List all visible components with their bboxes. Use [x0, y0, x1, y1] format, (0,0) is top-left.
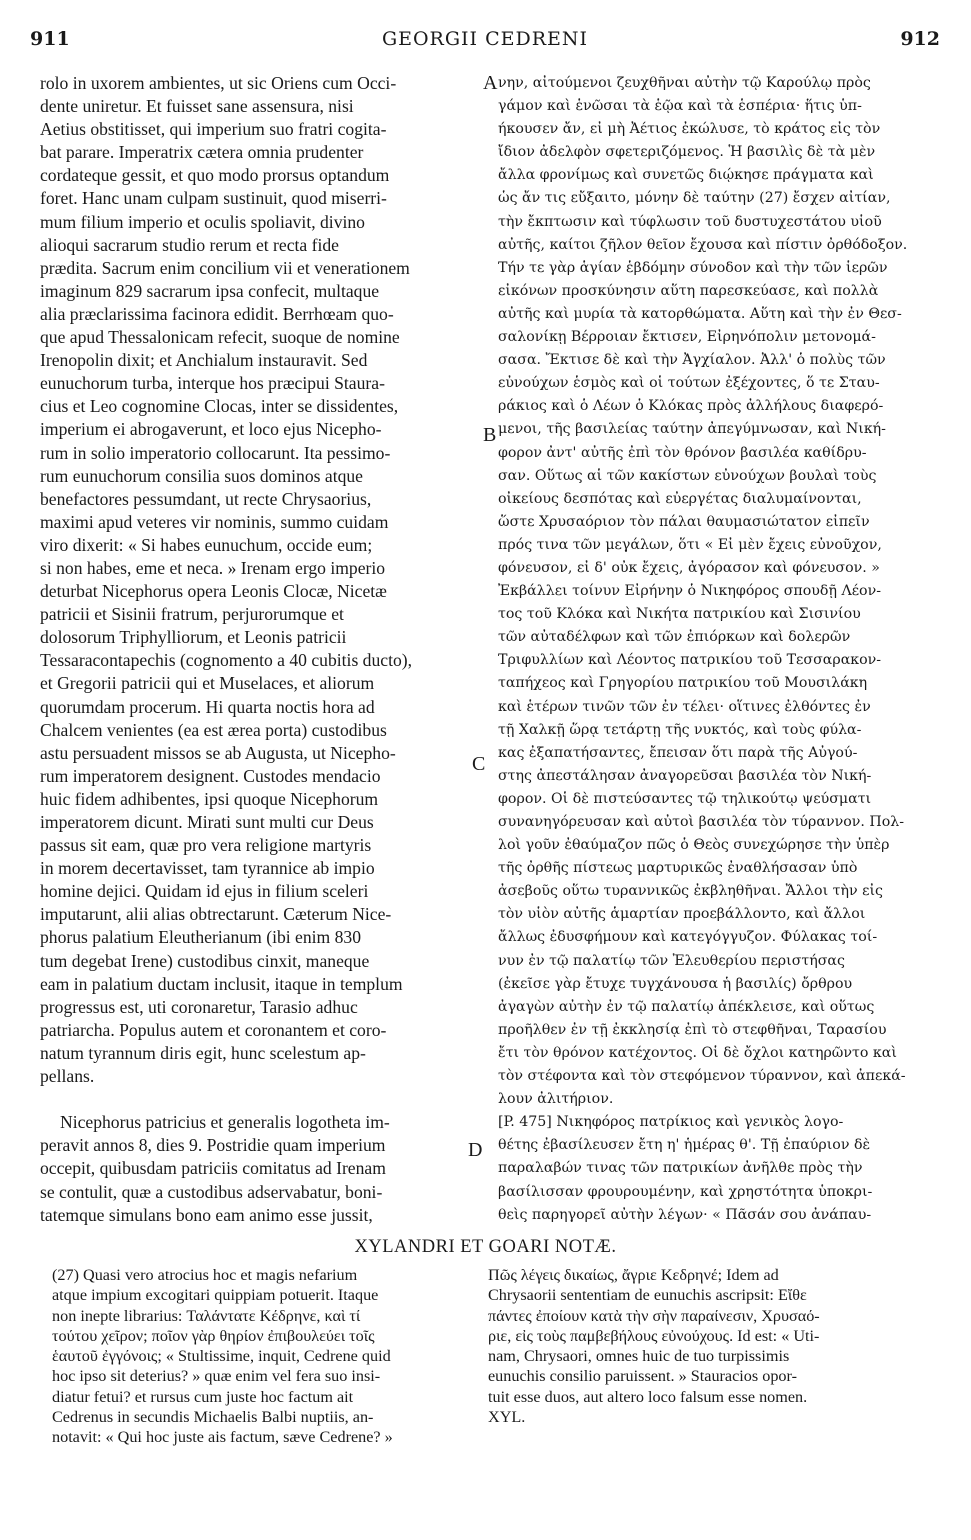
greek-line: ἄλλα φρονίμως καὶ συνετῶς διῴκησε πράγματα καὶ [498, 167, 874, 184]
greek-line: κας ἐξαπατήσαντες, ἔπεισαν ὅτι παρὰ τῆς Αὐγού- [498, 744, 858, 761]
greek-line: τος τοῦ Κλόκα καὶ Νικήτα πατρικίου καὶ Σισινίου [498, 606, 861, 623]
latin-line: patricii et Sisinii fratrum, perjurorumque et [40, 604, 344, 625]
note-line: non inepte librarius: Ταλάντατε Κέδρηνε, καὶ τί [52, 1306, 361, 1325]
greek-line: ἀσεβοῦς οὕτω τυραννικῶς ἐκβληθῆναι. Ἄλλοι τὴν εἰς [498, 883, 883, 900]
greek-line: νην, αἰτούμενοι ζευχθῆναι αὐτὴν τῷ Καρούλῳ πρὸς [498, 75, 871, 91]
latin-line: tatemque simulans bono eam animo esse jussit, [40, 1204, 373, 1225]
latin-line: rum eunuchorum consilia suos dominos atque [40, 465, 363, 486]
greek-line: αὐτῆς καὶ μυρία τὰ κατορθώματα. Αὕτη καὶ τὴν ἐν Θεσ- [498, 305, 902, 322]
greek-line: προῆλθεν ἐν τῇ ἐκκλησίᾳ ἐπὶ τὸ στεφθῆναι, Ταρασίου [498, 1021, 887, 1038]
greek-line: [P. 475] Νικηφόρος πατρίκιος καὶ γενικὸς λογο- [498, 1114, 844, 1131]
latin-line: pellans. [40, 1066, 95, 1087]
note-line: XYL. [488, 1408, 526, 1427]
greek-line: ὡς ἄν τις εὔξαιτο, μόνην δὲ ταύτην (27) ἔσχεν αἰτίαν, [498, 190, 891, 207]
latin-line: cordateque gessit, et quo modo prorsus optandum [40, 165, 390, 186]
latin-line: phorus palatium Eleutherianum (ibi enim 830 [40, 927, 362, 948]
latin-line: imaginum 829 sacrarum ipsa confecit, multaque [40, 280, 380, 301]
note-line: Cedrenus in secundis Michaelis Balbi nuptiis, an- [52, 1408, 374, 1427]
latin-line: rum in solio imperatorio collocarunt. Ita pessimo- [40, 442, 391, 463]
latin-line: cius et Leo cognomine Clocas, inter se dissidentes, [40, 396, 399, 417]
greek-line: τὸν υἱὸν αὐτῆς ἁμαρτίαν προεβάλλοντο, καὶ ἄλλοι [498, 906, 866, 923]
note-line: πάντες ἐποίουν κατὰ τὴν σὴν παραίνεσιν, Χρυσαό- [488, 1306, 820, 1325]
latin-line: tum degebat Irene) custodibus cinxit, maneque [40, 950, 370, 971]
greek-line: γάμον καὶ ἑνῶσαι τὰ ἑῷα καὶ τὰ ἑσπέρια· ἥτις ὑπ- [498, 98, 862, 115]
latin-line: peravit annos 8, dies 9. Postridie quam imperium [40, 1135, 386, 1156]
latin-line: alia præclarissima facinora edidit. Berrhœam quo- [40, 303, 394, 324]
greek-line: παραλαβών τινας τῶν πατρικίων ἀνῆλθε πρὸς τὴν [498, 1160, 863, 1177]
latin-line: progressus est, uti coronaretur, Tarasio adhuc [40, 996, 358, 1017]
greek-line: νυν ἐν τῷ παλατίῳ τῶν Ἐλευθερίου περιστήσας [498, 952, 845, 969]
greek-line: εὐνούχων ἑσμὸς καὶ οἱ τούτων ἐξέχοντες, ὅ τε Σταυ- [498, 375, 880, 392]
note-line: Πῶς λέγεις δικαίως, ἄγριε Κεδρηνέ; Idem ad [488, 1266, 779, 1284]
greek-line: αὐτῆς, καίτοι ζῆλον θεῖον ἔχουσα καὶ πίστιν ὀρθόδοξον. [498, 236, 908, 253]
greek-line: Τριφυλλίων καὶ Λέοντος πατρικίου τοῦ Τεσσαρακον- [498, 652, 882, 669]
greek-line: σασα. Ἔκτισε δὲ καὶ τὴν Ἀγχίαλον. Ἀλλ' ὁ πολὺς τῶν [498, 352, 886, 369]
note-line: diatur fetui? et rursus cum juste hoc factum ait [52, 1387, 354, 1406]
note-line: atque impium excogitari quippiam potuerit. Itaque [52, 1286, 379, 1305]
latin-line: maximi apud veteres vir nominis, summo cuidam [40, 511, 389, 532]
latin-line: eam in palatium ductam inclusit, itaque in templum [40, 973, 403, 994]
greek-line: τὸν στέφοντα καὶ τὸν στεφόμενον τύραννον, καὶ ἀπεκά- [498, 1068, 906, 1085]
latin-line: se contulit, quæ a custodibus adservabatur, boni- [40, 1181, 383, 1202]
greek-line: τὴν ἔκπτωσιν καὶ τύφλωσιν τοῦ δυστυχεστάτου υἱοῦ [498, 213, 882, 230]
margin-marker-c: C [472, 753, 486, 775]
latin-line: dente uniretur. Et fuisset sane assensura, nisi [40, 96, 354, 117]
latin-line: imputarunt, alii alias obtrectarunt. Cæterum Nice- [40, 904, 392, 925]
latin-line: Nicephorus patricius et generalis logotheta im- [60, 1112, 390, 1133]
greek-line: τῶν αὐταδέλφων καὶ τῶν ἐπιόρκων καὶ δολερῶν [498, 629, 851, 646]
latin-line: eunuchorum turba, interque hos præcipui Staura- [40, 373, 385, 394]
latin-line: et Gregorii patricii qui et Muselaces, et aliorum [40, 673, 375, 694]
notes-left-column [52, 1265, 472, 1448]
greek-line: ἔτι τὸν θρόνον κατέχοντος. Οἱ δὲ ὄχλοι κατηρῶντο καὶ [498, 1044, 897, 1061]
note-line: nam, Chrysaori, omnes huic de tuo turpissimis [488, 1347, 790, 1366]
latin-line: Chalcem venientes (ea est ærea porta) custodibus [40, 719, 387, 740]
greek-line: ταπήχεος καὶ Γρηγορίου πατρικίου τοῦ Μουσιλάκη [498, 675, 868, 692]
latin-line: Aetius obstitisset, qui imperium suo fratri cogita- [40, 119, 387, 140]
latin-line: patriarcha. Populus autem et coronantem et coro- [40, 1019, 387, 1040]
note-line: hoc ipso sit deterius? » quæ enim vel fera suo insi- [52, 1367, 381, 1386]
note-line: (27) Quasi vero atrocius hoc et magis nefarium [52, 1266, 358, 1284]
greek-line: σαν. Οὕτως αἱ τῶν κακίστων εὐνούχων βουλαὶ τοὺς [498, 467, 877, 484]
latin-line: que apud Thessalonicam refecit, suoque de nomine [40, 327, 400, 348]
greek-line: οἰκείους δεσπότας καὶ εὐεργέτας διαλυμαίνονται, [498, 490, 862, 507]
latin-line: natum tyrannum diris egit, hunc scelestum ap- [40, 1042, 366, 1063]
note-line: ριε, εἰς τοὺς παμβεβήλους εὐνούχους. Id est: « Uti- [488, 1326, 820, 1345]
greek-line: θεὶς παρηγορεῖ αὐτὴν λέγων· « Πᾶσάν σου ἀνάπαυ- [498, 1206, 872, 1223]
greek-line: τῆς ὀρθῆς πίστεως μαρτυρικῶς ἐναθλήσασαν ὑπὸ [498, 860, 858, 877]
margin-marker-a: A [483, 72, 498, 94]
latin-line: prædita. Sacrum enim concilium vii et venerationem [40, 257, 410, 278]
latin-line: huic fidem adhibentes, ipsi quoque Nicephorum [40, 788, 379, 809]
greek-line: ἴδιον ἀδελφὸν σφετεριζόμενος. Ἡ βασιλὶς δὲ τὰ μὲν [498, 144, 876, 161]
latin-line: homine dejici. Quidam id ejus in filium sceleri [40, 881, 369, 902]
latin-line: quorumdam procerum. Hi quarta noctis hora ad [40, 696, 375, 717]
greek-line: σαλονίκῃ Βέρροιαν ἔκτισεν, Εἰρηνόπολιν μετονομά- [498, 329, 876, 346]
note-line: notavit: « Qui hoc juste ais factum, sæve Cedrene? » [52, 1428, 393, 1447]
greek-line: θέτης ἐβασίλευσεν ἔτη η' ἡμέρας θ'. Τῇ ἐπαύριον δὲ [498, 1137, 871, 1154]
latin-line: deturbat Nicephorus opera Leonis Clocæ, Nicetæ [40, 581, 387, 602]
greek-line: ράκιος καὶ ὁ Λέων ὁ Κλόκας πρὸς ἀλλήλους διαφερό- [498, 398, 884, 415]
note-line: ἑαυτοῦ ἐγγόνοις; « Stultissime, inquit, Cedrene quid [52, 1347, 391, 1366]
latin-line [40, 1088, 470, 1111]
greek-line: Τήν τε γὰρ ἁγίαν ἑβδόμην σύνοδον καὶ τὴν τῶν ἱερῶν [498, 259, 888, 276]
greek-line: φόνευσον, εἰ δ' οὐκ ἔχεις, ἀγόρασον καὶ φόνευσον. » [498, 559, 880, 576]
latin-line: Tessaracontapechis (cognomento a 40 cubitis ducto), [40, 650, 413, 671]
latin-text-column [40, 72, 470, 1227]
margin-marker-b: B [483, 424, 497, 446]
latin-line: viro dixerit: « Si habes eunuchum, occide eum; [40, 534, 373, 555]
latin-line: foret. Hanc unam culpam sustinuit, quod miserri- [40, 188, 387, 209]
latin-line: si non habes, eme et neca. » Irenam ergo imperio [40, 557, 386, 578]
latin-line: Irenopolin dixit; et Anchialum instauravit. Sed [40, 350, 368, 371]
greek-line: φορον ἀντ' αὐτῆς ἐπὶ τὸν θρόνον βασιλέα καθίδρυ- [498, 444, 867, 461]
greek-line: ήκουσεν ἄν, εἰ μὴ Ἀέτιος ἐκώλυσε, τὸ κράτος εἰς τὸν [498, 121, 881, 138]
latin-line: alioqui sacrarum studio rerum et recta fide [40, 234, 339, 255]
greek-text-column [498, 72, 938, 1227]
greek-line: Ἐκβάλλει τοίνυν Εἰρήνην ὁ Νικηφόρος σπουδῇ Λέον- [498, 583, 882, 600]
greek-line: στης ἀπεστάλησαν ἀναγορεῦσαι βασιλέα τὸν Νική- [498, 767, 872, 784]
latin-line: imperium ei abrogaverunt, et loco ejus Nicepho- [40, 419, 382, 440]
latin-line: benefactores pessumdant, ut recte Chrysaorius, [40, 488, 372, 509]
note-line: eunuchis consilio paruissent. » Stauracios opor- [488, 1367, 797, 1386]
running-header [30, 28, 940, 58]
latin-line: rolo in uxorem ambientes, ut sic Oriens cum Occi- [40, 73, 397, 93]
note-line: Chrysaorii sententiam de eunuchis ascripsit: Εἴθε [488, 1286, 807, 1305]
latin-line: dolosorum Triphylliorum, et Leonis patricii [40, 627, 347, 648]
greek-line: πρός τινα τῶν μεγάλων, ὅτι « Εἰ μὲν ἔχεις εὐνοῦχον, [498, 536, 882, 553]
greek-line: (ἐκεῖσε γὰρ ἔτυχε τυγχάνουσα ἡ βασιλίς) ὄρθρου [498, 975, 853, 992]
greek-line: ἄλλως ἐδυσφήμουν καὶ κατεγόγγυζον. Φύλακας τοί- [498, 929, 878, 946]
latin-line: occepit, quibusdam patriciis comitatus ad Irenam [40, 1158, 386, 1179]
margin-marker-d: D [468, 1139, 483, 1161]
note-line: tuit esse duos, aut altero loco falsum esse nomen. [488, 1387, 808, 1406]
notes-heading: XYLANDRI ET GOARI NOTÆ. [354, 1237, 617, 1257]
latin-line: imperatorem dicunt. Mirati sunt multi cur Deus [40, 812, 374, 832]
greek-line: τῇ Χαλκῇ ὥρᾳ τετάρτῃ τῆς νυκτός, καὶ τοὺς φύλα- [498, 721, 862, 738]
greek-line: εἰκόνων προσκύνησιν αὕτη παρεσκεύασε, καὶ πολλὰ [498, 282, 879, 299]
greek-line: λουν ἀλιτήριον. [498, 1091, 614, 1108]
notes-right-column [488, 1265, 928, 1427]
latin-line: astu persuadent missos se ab Augusta, ut Nicepho- [40, 742, 396, 763]
greek-line: μενοι, τῆς βασιλείας ταύτην ἀπεγύμνωσαν, καὶ Νική- [498, 421, 886, 438]
latin-line: passus sit eam, quæ pro vera religione martyris [40, 835, 372, 856]
page-number-left: 911 [30, 28, 70, 50]
latin-line: mum filium imperio et oculis spoliavit, divino [40, 211, 365, 232]
latin-line: rum imperatorem designent. Custodes mendacio [40, 765, 381, 786]
greek-line: φορον. Οἱ δὲ πιστεύσαντες τῷ τηλικούτῳ ψεύσματι [498, 790, 872, 807]
latin-line: bat parare. Imperatrix cætera omnia prudenter [40, 142, 364, 163]
running-title: GEORGII CEDRENI [381, 28, 589, 50]
note-line: τούτου χεῖρον; ποῖον γὰρ θηρίον ἐπιβουλεύει τοῖς [52, 1326, 375, 1345]
greek-line: ἀγαγὼν αὐτὴν ἐν τῷ παλατίῳ ἀπέκλεισε, καὶ οὕτως [498, 998, 875, 1015]
greek-line: συνανηγόρευσαν καὶ αὐτοὶ βασιλέα τὸν τύραννον. Πολ- [498, 814, 905, 830]
greek-line: ὥστε Χρυσαόριον τὸν πάλαι θαυμασιώτατον εἰπεῖν [498, 513, 870, 530]
greek-line: λοὶ γοῦν ἐθαύμαζον πῶς ὁ Θεὸς συνεχώρησε τὴν ὑπὲρ [498, 837, 890, 854]
greek-line: βασίλισσαν φρουρουμένην, καὶ χρηστότητα ὑποκρι- [498, 1183, 873, 1200]
greek-line: καὶ ἑτέρων τινῶν τῶν ἐν τέλει· οἵτινες ἐλθόντες ἐν [498, 698, 871, 715]
page-number-right: 912 [900, 28, 940, 50]
latin-line: in morem decertavisset, tam tyrannice ab impio [40, 858, 375, 879]
